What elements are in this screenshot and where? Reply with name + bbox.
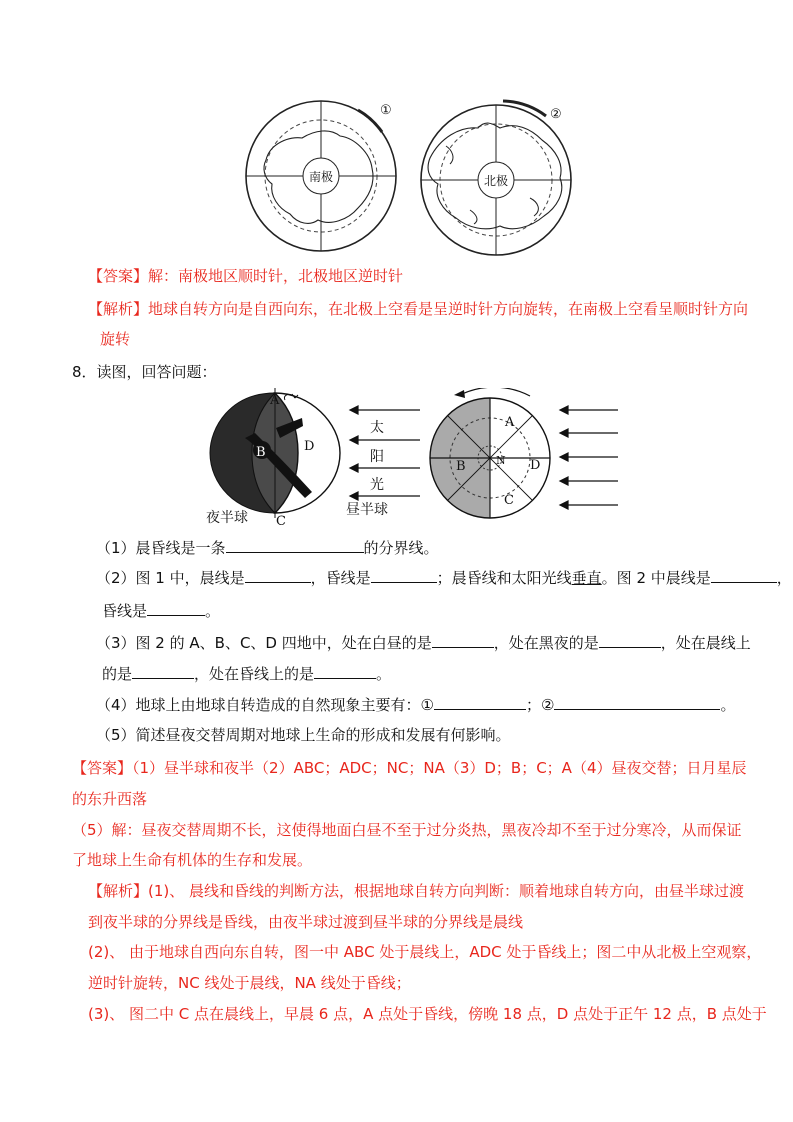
q8-s2-text-f: ， [776,569,792,587]
fig1-label-B: B [256,445,266,460]
q8-sub3-line1 [96,632,751,653]
q8-analysis-line5: (3)、 图二中 C 点在晨线上，早晨 6 点，A 点处于昏线，傍晚 18 点，D 点处于正午 12 点，B 点处于 [88,1005,767,1023]
sunlight-char-3: 光 [370,477,384,493]
q8-s2-blank1[interactable] [245,567,311,583]
q8-s3-text-d: 的是 [102,665,133,683]
day-hemisphere-label: 昼半球 [346,502,388,518]
q8-s3-blank3[interactable] [132,663,194,679]
q8-s3-blank4[interactable] [314,663,376,679]
q8-s2-text-e: 。图 2 中晨线是 [601,569,711,587]
q8-s2-text-a: （2）图 1 中，晨线是 [96,569,245,587]
q8-title: 8．读图，回答问题： [72,363,217,381]
sunlight-char-2: 阳 [370,449,384,465]
fig2-label-D: D [530,458,541,473]
globe2-number: ② [550,107,562,122]
sunlight-char-1: 太 [370,420,384,436]
q8-s1-text-a: （1）晨昏线是一条 [96,539,226,557]
q8-s4-blank1[interactable] [434,694,526,710]
fig1-label-A: A [270,393,280,408]
q8-s3-text-a: （3）图 2 的 A、B、C、D 四地中，处在白昼的是 [96,634,432,652]
q8-s2-blank3[interactable] [711,567,777,583]
fig2-label-C: C [504,493,514,508]
polar-rotation-figure [230,98,590,258]
q8-sub2-line2 [102,600,220,621]
q8-analysis-line1 [88,881,744,901]
q8-s3-text-c: ，处在晨线上 [660,634,751,652]
q8-s4-end: 。 [720,696,736,714]
south-pole-globe [246,101,396,251]
q8-s1-text-b: 的分界线。 [363,539,439,557]
q8-s3-blank2[interactable] [599,632,661,648]
south-pole-label: 南极 [308,170,334,184]
q8-s4-sep: ； [526,696,542,714]
north-pole-label: 北极 [483,174,509,188]
north-pole-globe [421,101,571,255]
q8-s3-text-e: ，处在昏线上的是 [194,665,315,683]
q8-s2-underlined: 垂直 [571,569,602,587]
q8-s2-blank4[interactable] [147,600,205,616]
q8-sub2-line1 [96,567,792,588]
q8-sub1 [96,537,439,558]
analysis-label: 【解析】 [88,300,149,318]
q8-answer-label: 【答案】 [72,759,133,777]
q8-answer-line1 [72,758,747,778]
fig2-label-A: A [505,415,515,430]
q8-sub3-line2 [102,663,391,684]
q8-s2-text-b: ，昏线是 [310,569,371,587]
q8-s4-num2: ② [541,696,555,714]
fig2-label-B: B [456,459,466,474]
q8-answer-line4: 了地球上生命有机体的生存和发展。 [72,851,313,869]
fig1-sunlight-arrows [350,406,420,500]
q7-answer-text: 解：南极地区顺时针，北极地区逆时针 [148,267,404,285]
q8-s2-blank2[interactable] [371,567,437,583]
q8-answer-text1: （1）昼半球和夜半（2）ABC；ADC；NC；NA（3）D；B；C；A（4）昼夜交替；日月星辰 [132,759,747,777]
q8-s3-text-f: 。 [376,665,392,683]
q8-s2-text-c: ；晨昏线和太阳光线 [436,569,572,587]
q8-s2-text-h: 。 [205,602,221,620]
q8-sub5: （5）简述昼夜交替周期对地球上生命的形成和发展有何影响。 [96,726,511,744]
fig2-label-N: N [496,454,506,467]
figure2-polar [430,388,550,518]
fig2-sunlight-arrows [560,406,618,509]
q8-s2-text-g: 昏线是 [102,602,148,620]
q7-analysis-text1: 地球自转方向是自西向东，在北极上空看是呈逆时针方向旋转，在南极上空看呈顺时针方向 [148,300,749,318]
q8-s3-blank1[interactable] [432,632,494,648]
q8-s1-blank[interactable] [226,537,364,553]
q8-analysis-line2: 到夜半球的分界线是昏线，由夜半球过渡到昼半球的分界线是晨线 [88,913,524,931]
fig1-label-D: D [304,439,315,454]
figure1-globe [210,388,340,528]
day-night-figure [200,388,620,528]
q8-analysis-text1: (1)、 晨线和昏线的判断方法，根据地球自转方向判断：顺着地球自转方向，由昼半球过渡 [148,882,745,900]
q7-answer [88,266,403,286]
q7-analysis-line1 [88,299,748,319]
q8-analysis-label: 【解析】 [88,882,149,900]
q8-s4-blank2[interactable] [554,694,720,710]
q8-sub4 [96,694,735,715]
night-hemisphere-label: 夜半球 [206,510,248,526]
q8-s4-text-a: （4）地球上由地球自转造成的自然现象主要有： [96,696,421,714]
q8-s4-num1: ① [420,696,434,714]
q8-answer-line3: （5）解：昼夜交替周期不长，这使得地面白昼不至于过分炎热，黑夜冷却不至于过分寒冷，从而保证 [72,821,742,839]
q7-analysis-line2: 旋转 [100,330,131,348]
fig1-label-C: C [276,514,286,528]
q8-analysis-line3: (2)、 由于地球自西向东自转，图一中 ABC 处于晨线上，ADC 处于昏线上；图二中从北极上空观察， [88,943,762,961]
q8-analysis-line4: 逆时针旋转，NC 线处于晨线，NA 线处于昏线； [88,974,411,992]
q8-answer-line2: 的东升西落 [72,790,148,808]
answer-label: 【答案】 [88,267,149,285]
q8-s3-text-b: ，处在黑夜的是 [493,634,599,652]
globe1-number: ① [380,103,392,118]
